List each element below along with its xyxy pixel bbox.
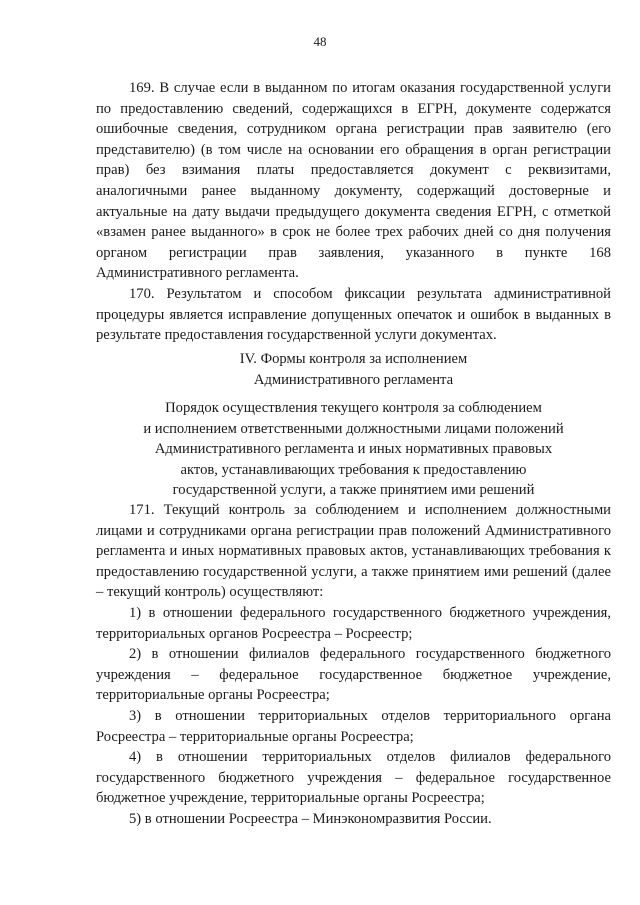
subsection-heading-line: государственной услуги, а также принятием ими решений [172,482,535,499]
paragraph-169: 169. В случае если в выданном по итогам оказания государственной услуги по предоставлению сведений, содержащихся в ЕГРН, документе содержатся ошибочные сведения, сотрудником органа регистрации прав заявителю (его представителю) (в том числе на основании его обращения в орган регистрации прав) без взимания платы предоставляется документ с реквизитами, аналогичными ранее выданному документу, содержащий достоверные и актуальные на дату выдачи предыдущего документа сведения ЕГРН, с отметкой «взамен ранее выданного» в срок не более трех рабочих дней со дня получения органом регистрации прав заявления, указанного в пункте 168 Административного регламента. [96,80,611,282]
section-heading [96,349,611,390]
subsection-heading [96,398,611,501]
subsection-heading-line: Порядок осуществления текущего контроля за соблюдением [165,400,542,416]
paragraph-171: 171. Текущий контроль за соблюдением и исполнением должностными лицами и сотрудниками органа регистрации прав положений Административного регламента и иных нормативных правовых актов, устанавливающих требования к предоставлению государственной услуги, а также принятием ими решений (далее – текущий контроль) осуществляют: [96,502,611,601]
paragraph-170: 170. Результатом и способом фиксации результата административной процедуры является исправление допущенных опечаток и ошибок в выданных в результате предоставления государственной услуги документах. [96,285,611,344]
list-item-3: 3) в отношении территориальных отделов территориального органа Росреестра – территориальные органы Росреестра; [96,707,611,745]
subsection-heading-line: Административного регламента и иных нормативных правовых [154,441,553,458]
subsection-heading-line: актов, устанавливающих требования к предоставлению [180,461,527,478]
section-heading-line: IV. Формы контроля за исполнением [239,351,468,367]
paragraphs-bottom [96,500,611,830]
list-item-1: 1) в отношении федерального государственного бюджетного учреждения, территориальных органов Росреестра – Росреестр; [96,604,611,642]
section-heading-line: Административного регламента [253,371,454,388]
list-item-5: 5) в отношении Росреестра – Минэкономразвития России. [129,810,492,827]
list-item-4: 4) в отношении территориальных отделов филиалов федерального государственного бюджетного учреждения – федеральное государственное бюджетное учреждение, территориальные органы Росреестра; [96,749,611,807]
page-number: 48 [313,34,327,49]
list-item-2: 2) в отношении филиалов федерального государственного бюджетного учреждения – федеральное государственное бюджетное учреждение, территориальные органы Росреестра; [96,646,611,704]
paragraphs-top [96,78,611,346]
subsection-heading-line: и исполнением ответственными должностными лицами положений [143,420,564,437]
